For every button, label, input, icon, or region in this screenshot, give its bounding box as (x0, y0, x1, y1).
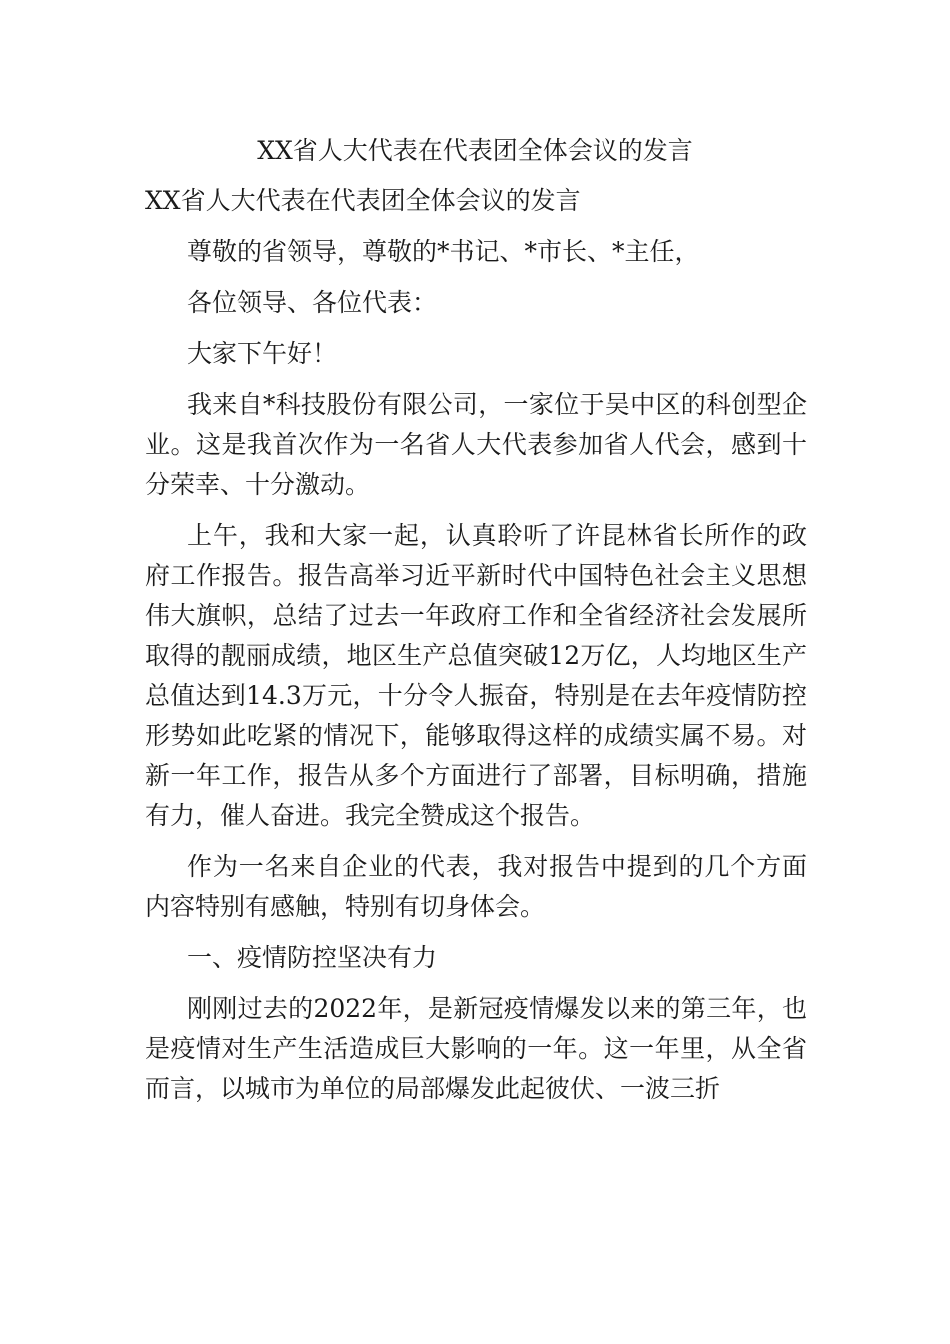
salutation-line-2: 各位领导、各位代表： (187, 288, 438, 317)
document-subtitle: XX省人大代表在代表团全体会议的发言 (145, 186, 581, 215)
document-body (145, 181, 807, 1120)
document-title: XX省人大代表在代表团全体会议的发言 (257, 136, 693, 165)
section-heading: 一、疫情防控坚决有力 (187, 943, 438, 972)
paragraph-report: 上午，我和大家一起，认真聆听了许昆林省长所作的政府工作报告。报告高举习近平新时代中国特色社会主义思想伟大旗帜，总结了过去一年政府工作和全省经济社会发展所取得的靓丽成绩，地区生产总值突破12万亿，人均地区生产总值达到14.3万元，十分令人振奋，特别是在去年疫情防控形势如此吃紧的情况下，能够取得这样的成绩实属不易。对新一年工作，报告从多个方面进行了部署，目标明确，措施有力，催人奋进。我完全赞成这个报告。 (145, 521, 807, 830)
paragraph-epidemic: 刚刚过去的2022年，是新冠疫情爆发以来的第三年，也是疫情对生产生活造成巨大影响的一年。这一年里，从全省而言，以城市为单位的局部爆发此起彼伏、一波三折 (145, 994, 807, 1103)
salutation-line-1: 尊敬的省领导，尊敬的*书记、*市长、*主任， (187, 237, 700, 266)
paragraph-intro: 我来自*科技股份有限公司，一家位于吴中区的科创型企业。这是我首次作为一名省人大代表参加省人代会，感到十分荣幸、十分激动。 (145, 390, 807, 499)
greeting-line: 大家下午好！ (187, 339, 338, 368)
paragraph-enterprise: 作为一名来自企业的代表，我对报告中提到的几个方面内容特别有感触，特别有切身体会。 (145, 852, 807, 921)
